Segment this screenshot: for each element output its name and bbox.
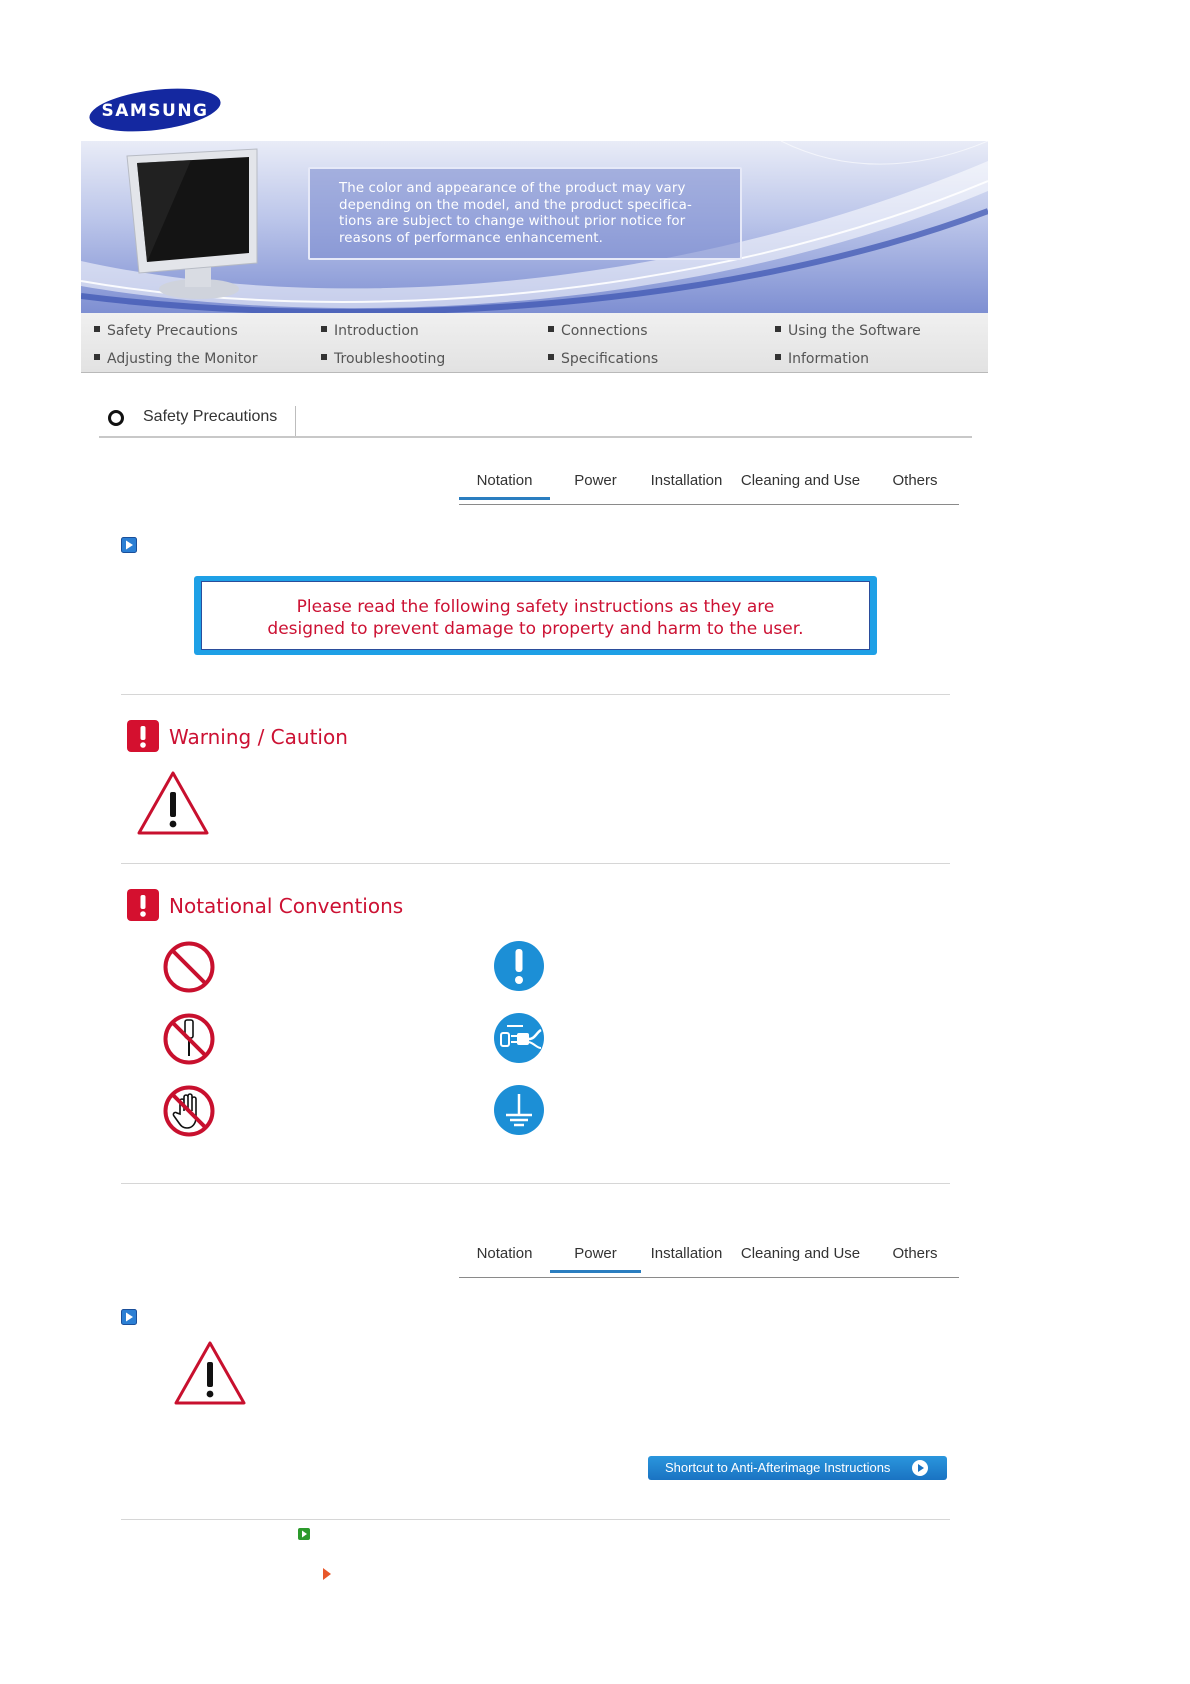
- nav-item-troubleshooting[interactable]: [321, 351, 445, 367]
- unplug-icon: [493, 1012, 545, 1064]
- nav-label: Adjusting the Monitor: [107, 351, 258, 367]
- tab-installation[interactable]: Installation: [650, 472, 723, 489]
- safety-notice-box: [194, 576, 877, 655]
- bullet-icon: [548, 354, 554, 360]
- banner-notice-line: The color and appearance of the product may vary: [339, 181, 686, 196]
- bullet-icon: [321, 354, 327, 360]
- safety-notice-line: designed to prevent damage to property and harm to the user.: [267, 619, 804, 639]
- tab-bar-power: [459, 1235, 959, 1278]
- safety-notice-line: Please read the following safety instructions as they are: [296, 597, 775, 617]
- main-nav: [81, 313, 988, 373]
- notational-conventions-heading: Notational Conventions: [169, 894, 404, 918]
- nav-label: Introduction: [334, 323, 419, 339]
- warning-triangle-icon: [173, 1340, 247, 1406]
- banner-notice-line: depending on the model, and the product specifica-: [339, 197, 692, 213]
- exclamation-square-icon: [127, 889, 159, 921]
- nav-label: Information: [788, 351, 870, 367]
- tab-bar-notation: [459, 462, 959, 505]
- shortcut-label: Shortcut to Anti-Afterimage Instructions: [665, 1460, 891, 1475]
- nav-item-specifications[interactable]: [548, 351, 658, 367]
- nav-item-connections[interactable]: [548, 323, 648, 339]
- ground-icon: [493, 1084, 545, 1136]
- do-not-disassemble-icon: [162, 1012, 216, 1066]
- banner-notice: [308, 167, 742, 260]
- tab-cleaning-and-use[interactable]: Cleaning and Use: [740, 472, 861, 489]
- circle-bullet-icon: [108, 410, 124, 426]
- do-not-touch-icon: [162, 1084, 216, 1138]
- bullet-icon: [775, 326, 781, 332]
- warning-caution-heading: Warning / Caution: [169, 725, 348, 749]
- divider: [121, 1519, 950, 1520]
- warning-triangle-icon: [136, 770, 210, 836]
- bullet-icon: [548, 326, 554, 332]
- samsung-logo: [88, 86, 222, 134]
- nav-label: Using the Software: [788, 323, 921, 339]
- nav-item-introduction[interactable]: [321, 323, 419, 339]
- mandatory-icon: [493, 940, 545, 992]
- tab-power[interactable]: Power: [574, 472, 617, 489]
- section-play-icon: [121, 1309, 137, 1325]
- green-play-icon: [298, 1528, 310, 1540]
- nav-label: Safety Precautions: [107, 323, 238, 339]
- page-title-bar: [99, 402, 972, 438]
- bullet-icon: [94, 326, 100, 332]
- divider: [121, 694, 950, 695]
- banner-notice-line: tions are subject to change without prior notice for: [339, 214, 686, 229]
- section-play-icon: [121, 537, 137, 553]
- bullet-icon: [321, 326, 327, 332]
- nav-label: Connections: [561, 323, 648, 339]
- tab-others[interactable]: Others: [892, 1245, 938, 1262]
- prohibited-icon: [162, 940, 216, 994]
- header-banner: [81, 141, 988, 313]
- tab-power[interactable]: Power: [550, 1245, 641, 1262]
- play-circle-icon: [912, 1460, 928, 1476]
- divider: [121, 863, 950, 864]
- tab-notation[interactable]: Notation: [459, 472, 550, 489]
- anti-afterimage-shortcut-button[interactable]: [648, 1456, 947, 1480]
- tab-notation[interactable]: Notation: [476, 1245, 533, 1262]
- tab-cleaning-and-use[interactable]: Cleaning and Use: [740, 1245, 861, 1262]
- orange-arrow-icon: [323, 1568, 331, 1580]
- divider: [295, 406, 296, 436]
- exclamation-square-icon: [127, 720, 159, 752]
- safety-notice-inner: [201, 581, 870, 650]
- banner-notice-line: reasons of performance enhancement.: [339, 230, 604, 246]
- tab-others[interactable]: Others: [892, 472, 938, 489]
- nav-label: Specifications: [561, 351, 659, 367]
- bullet-icon: [94, 354, 100, 360]
- nav-label: Troubleshooting: [334, 351, 446, 367]
- bullet-icon: [775, 354, 781, 360]
- divider: [121, 1183, 950, 1184]
- nav-item-safety-precautions[interactable]: [94, 323, 238, 339]
- page-title: Safety Precautions: [143, 408, 278, 425]
- nav-item-using-the-software[interactable]: [775, 323, 921, 339]
- nav-item-information[interactable]: [775, 351, 869, 367]
- tab-installation[interactable]: Installation: [650, 1245, 723, 1262]
- logo-text: SAMSUNG: [101, 101, 209, 121]
- nav-item-adjusting-the-monitor[interactable]: [94, 351, 258, 367]
